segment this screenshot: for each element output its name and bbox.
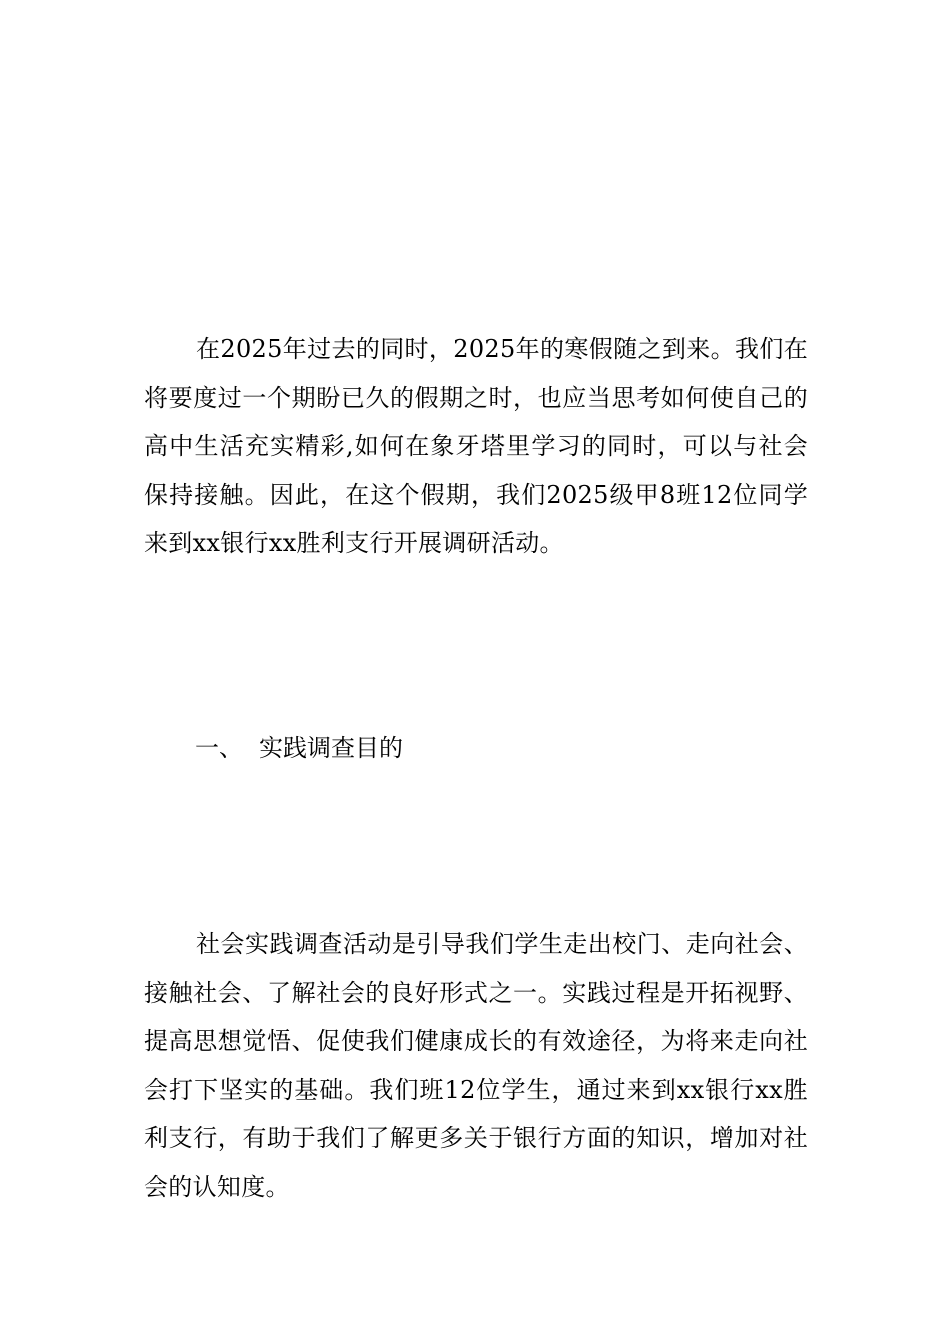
section-heading-number: 一、: [195, 734, 243, 762]
section-heading: [195, 724, 403, 772]
section-heading-title: 实践调查目的: [259, 734, 403, 762]
intro-paragraph: 在2025年过去的同时，2025年的寒假随之到来。我们在将要度过一个期盼已久的假期之时，也应当思考如何使自己的高中生活充实精彩,如何在象牙塔里学习的同时，可以与社会保持接触。因此，在这个假期，我们2025级甲8班12位同学来到xx银行xx胜利支行开展调研活动。: [144, 335, 808, 557]
purpose-paragraph: 社会实践调查活动是引导我们学生走出校门、走向社会、接触社会、了解社会的良好形式之一。实践过程是开拓视野、提高思想觉悟、促使我们健康成长的有效途径，为将来走向社会打下坚实的基础。我们班12位学生，通过来到xx银行xx胜利支行，有助于我们了解更多关于银行方面的知识，增加对社会的认知度。: [144, 930, 808, 1201]
